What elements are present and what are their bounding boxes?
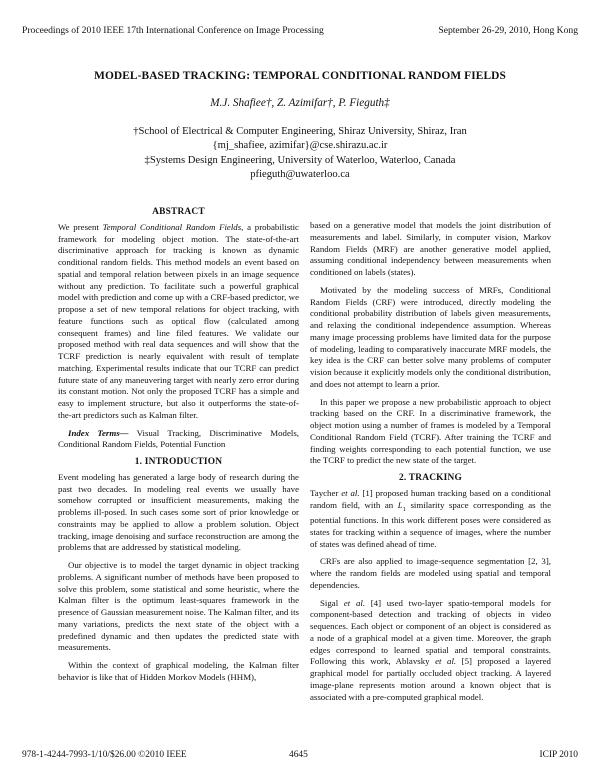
index-terms: Index Terms— Visual Tracking, Discriminative Models, Conditional Random Fields, Potential Function [58, 427, 299, 450]
email-waterloo: pfieguth@uwaterloo.ca [250, 168, 350, 180]
abstract-heading: ABSTRACT [152, 207, 205, 217]
email-shiraz: {mj_shafiee, azimifar}@cse.shirazu.ac.ir [212, 140, 388, 152]
tracking-paragraph-3: Sigal et al. [4] used two-layer spatio-temporal models for component-based detection and tracking of objects in video sequences. Each object or component of an object is considered as a node of a graphical model at a given time. Moreover, the graph edges correspond to learned spatial and temporal constraints. Following this work, Ablavsky et al. [5] proposed a layered graphical model for partially occluded object tracking. A layered image-plane represents motion around a known object that is associated with a pre-computed graphical model. [310, 597, 551, 702]
affiliation-shiraz: †School of Electrical & Computer Engineering, Shiraz University, Shiraz, Iran [133, 126, 467, 137]
running-header-conference: Proceedings of 2010 IEEE 17th International Conference on Image Processing [22, 25, 324, 36]
author-list: M.J. Shafiee†, Z. Azimifar†, P. Fieguth‡ [210, 97, 390, 109]
affiliation-waterloo: ‡Systems Design Engineering, University of Waterloo, Waterloo, Canada [144, 154, 456, 166]
abstract-text: We present Temporal Conditional Random Fields, a probabilistic framework for modeling object motion. The state-of-the-art discriminative approach for tracking is known as dynamic conditional random fields. This method models an event based on spatial and temporal relation between pixels in an image sequence without any prediction. To facilitate such a powerful graphical model with prediction and come up with a CRF-based predictor, we propose a set of new temporal relations for object tracking, with feature functions such as optical flow (calculated among consequent frames) and line filed features. We validate our proposed method with real data sequences and will show that the TCRF prediction is nearly equivalent with result of template matching. Experimental results indicate that our TCRF can predict future state of any maneuvering target with nearly zero error during its constant motion. Not only the proposed TCRF has a simple and easy to implement structure, but also it outperforms the state-of-the-art predictors such as Kalman filter. [58, 221, 299, 420]
running-header-date: September 26-29, 2010, Hong Kong [438, 25, 578, 36]
page-number: 4645 [289, 750, 308, 760]
right-column [310, 220, 551, 709]
affiliations [0, 125, 600, 182]
intro-paragraph-6: In this paper we propose a new probabilistic approach to object tracking based on the CRF. In a discriminative framework, the object motion using a number of frames is modeled by a Temporal Conditional Random Field (TCRF). After training the TCRF and finding weights corresponding to each potential function, we use the TCRF to predict the new state of the target. [310, 396, 551, 466]
paper-title: MODEL-BASED TRACKING: TEMPORAL CONDITIONAL RANDOM FIELDS [94, 70, 506, 82]
intro-paragraph-4: based on a generative model that models the joint distribution of measurements and label. Similarly, in computer vision, Markov Random Fields (MRF) are another generative model applied, assuming conditional independency between measurements when conditioned on labels (states). [310, 220, 551, 277]
intro-paragraph-1: Event modeling has generated a large body of research during the past two decades. In modeling real events we usually have somehow corrupted or insufficient measurements, making the problems ill-posed. In such cases some sort of prior knowledge or constraints may be applied to allow a problem solution. Object tracking, image denoising and surface reconstruction are among the problems that are addressed by statistical modeling. [58, 471, 299, 553]
tracking-paragraph-1: Taycher et al. [1] proposed human tracking based on a conditional random field, with an $L_1$ similarity space corresponding as the potential functions. In this work different poses were considered as states for tracking within a sequence of images, where the number of states was defined ahead of time. [310, 487, 551, 549]
intro-paragraph-5: Motivated by the modeling success of MRFs, Conditional Random Fields (CRF) were introduced, directly modeling the conditional probability distribution of labels given measurements, and relaxing the conditional independence assumption. Whereas many image processing problems have limited data for the purpose of modeling, leading to comparatively inaccurate MRF models, the key idea is the CRF can better solve many problems of computer vision because it explicitly models only the conditional distribution, and does not attempt to learn a prior. [310, 284, 551, 389]
introduction-heading: 1. INTRODUCTION [134, 457, 223, 467]
intro-paragraph-3: Within the context of graphical modeling, the Kalman filter behavior is like that of Hidden Morkov Models (HHM), [58, 660, 299, 682]
footer-venue: ICIP 2010 [539, 750, 578, 760]
footer-isbn: 978-1-4244-7993-1/10/$26.00 ©2010 IEEE [22, 750, 187, 760]
left-column [58, 203, 299, 690]
tracking-heading: 2. TRACKING [399, 473, 462, 483]
intro-paragraph-2: Our objective is to model the target dynamic in object tracking problems. A significant number of methods have been proposed to solve this problem, some statistical and some heuristic, where the Kalman filter is the optimum least-squares framework in the presence of Gaussian measurement noise. The Kalman filter, and its many variations, predicts the next state of the object with a predefined dynamic and then updates the predicted state with measurements. [58, 560, 299, 653]
tracking-paragraph-2: CRFs are also applied to image-sequence segmentation [2, 3], where the random fields are modeled using spatial and temporal dependencies. [310, 556, 551, 590]
